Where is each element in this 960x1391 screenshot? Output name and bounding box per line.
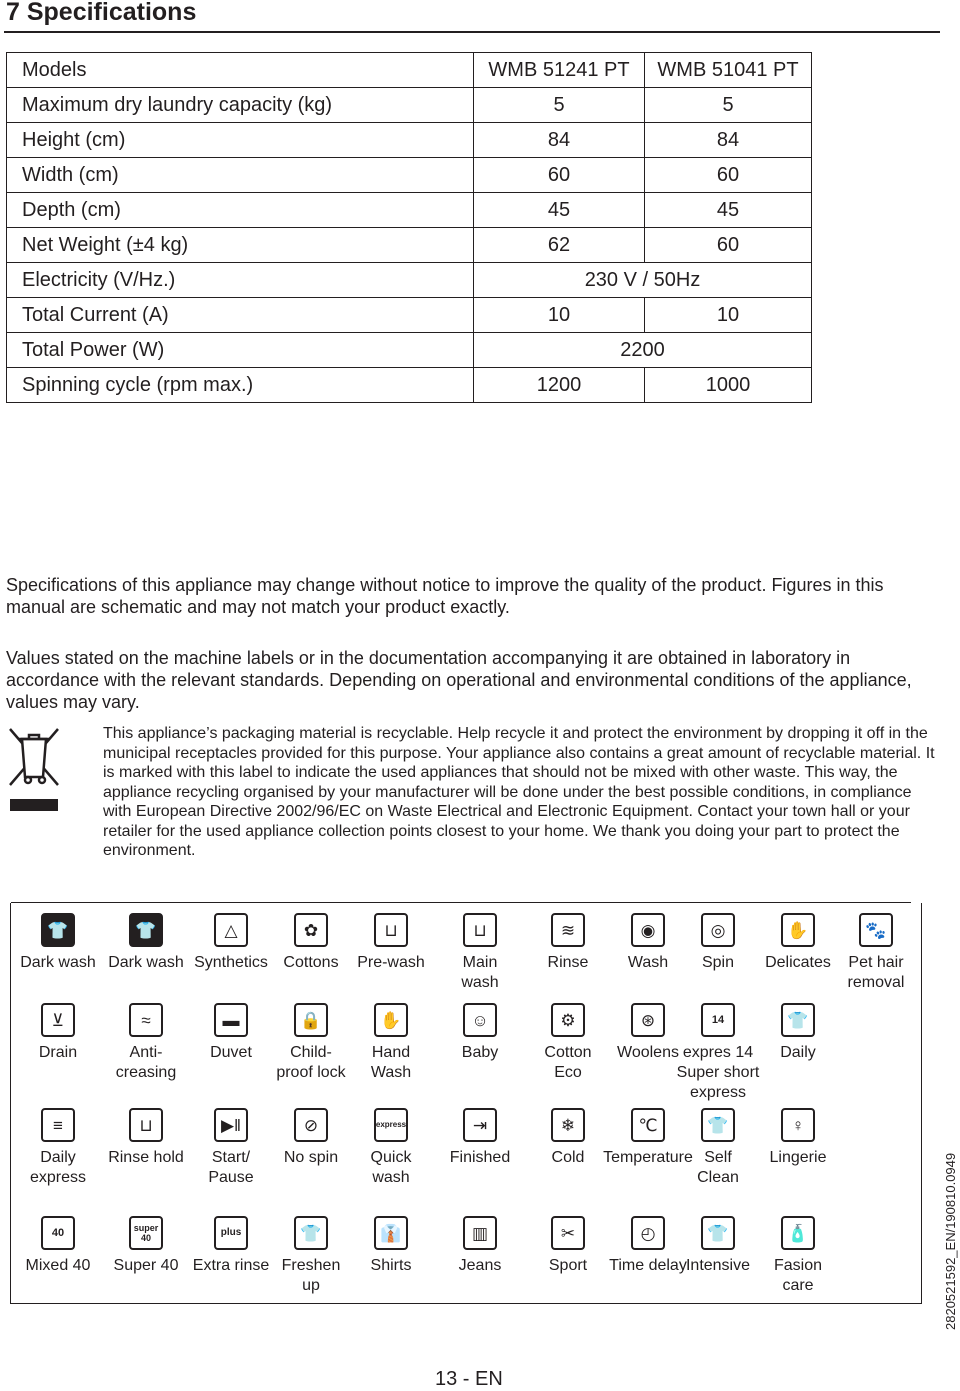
symbol-item <box>346 1108 436 1188</box>
title-rule <box>4 31 940 33</box>
symbol-label: Baby <box>461 1044 499 1061</box>
spec-value-model-2: 5 <box>645 88 812 123</box>
symbol-item <box>266 913 356 973</box>
symbol-item <box>673 1216 763 1276</box>
spec-value-model-1: 45 <box>474 193 645 228</box>
specification-notice: Specifications of this appliance may change without notice to improve the quality of the product. Figures in this manual are schematic and may not match your product exactly. <box>6 575 884 617</box>
super-40-icon: super 40 <box>129 1216 163 1250</box>
spec-value-model-1: 60 <box>474 158 645 193</box>
symbol-label: Main wash <box>461 954 499 991</box>
symbol-label: Dark wash <box>108 954 184 971</box>
sport-icon: ✂ <box>551 1216 585 1250</box>
spec-value-model-1: 10 <box>474 298 645 333</box>
temperature-icon: ℃ <box>631 1108 665 1142</box>
symbol-label: Woolens <box>617 1044 679 1061</box>
cotton-eco-icon: ⚙ <box>551 1003 585 1037</box>
weee-crossed-bin-icon <box>8 727 60 813</box>
symbol-label: Freshen up <box>281 1257 341 1294</box>
symbol-label: Anti- creasing <box>115 1044 177 1081</box>
symbol-item <box>346 1216 436 1276</box>
symbol-item <box>753 1108 843 1168</box>
symbol-label: Daily express <box>29 1149 87 1186</box>
symbol-item <box>13 1108 103 1188</box>
start-pause-icon: ▶‖ <box>214 1108 248 1142</box>
spec-value-model-2: WMB 51041 PT <box>645 53 812 88</box>
symbol-label: Drain <box>38 1044 78 1061</box>
symbol-label: Finished <box>449 1149 511 1166</box>
spec-label: Width (cm) <box>7 158 474 193</box>
section-title: 7 Specifications <box>6 0 197 26</box>
symbol-label: Mixed 40 <box>25 1257 91 1274</box>
finished-icon: ⇥ <box>463 1108 497 1142</box>
fasion-care-icon: 🧴 <box>781 1216 815 1250</box>
spec-label: Net Weight (±4 kg) <box>7 228 474 263</box>
spec-value-model-1: 5 <box>474 88 645 123</box>
spec-label: Total Current (A) <box>7 298 474 333</box>
spec-value-model-2: 60 <box>645 228 812 263</box>
symbol-label: Rinse hold <box>108 1149 184 1166</box>
specifications-table <box>6 52 812 403</box>
dark-wash-icon: 👕 <box>41 913 75 947</box>
spec-value-model-1: 1200 <box>474 368 645 403</box>
symbol-item <box>186 1108 276 1188</box>
document-code: 2820521592_EN/190810.0949 <box>943 1152 958 1330</box>
spec-label: Total Power (W) <box>7 333 474 368</box>
weee-recycling-text: This appliance’s packaging material is recyclable. Help recycle it and protect the environment by dropping it off in the municipal receptacles provided for this purpose. Your appliance also contains a great amount of recyclable material. It is marked with this label to indicate the used appliances that should not be mixed with other waste. This way, the appliance recycling organised by your manufacturer will be done under the best possible conditions, in compliance with European Directive 2002/96/EC on Waste Electrical and Electronic Equipment. Contact your town hall or your retailer for the used appliance collection points closest to your home. We thank you doing your part to protect the environment. <box>103 725 935 859</box>
symbol-item <box>346 913 436 973</box>
spec-label: Spinning cycle (rpm max.) <box>7 368 474 403</box>
spec-row <box>7 333 812 368</box>
spec-label: Depth (cm) <box>7 193 474 228</box>
jeans-icon: ▥ <box>463 1216 497 1250</box>
spec-value-model-2: 1000 <box>645 368 812 403</box>
symbol-item <box>101 1108 191 1168</box>
symbol-label: Hand Wash <box>370 1044 412 1081</box>
intensive-icon: 👕 <box>701 1216 735 1250</box>
symbol-item <box>753 913 843 973</box>
symbol-item <box>13 1216 103 1276</box>
values-notice: Values stated on the machine labels or in the documentation accompanying it are obtained in laboratory in accordance with the relevant standards. Depending on operational and environmental conditions of the appliance, values may vary. <box>6 648 912 712</box>
spec-label: Models <box>7 53 474 88</box>
symbol-item <box>673 1108 763 1188</box>
symbol-item <box>101 1216 191 1276</box>
symbol-item <box>186 1003 276 1063</box>
symbol-label: Spin <box>701 954 735 971</box>
no-spin-icon: ⊘ <box>294 1108 328 1142</box>
dark-wash-alt-icon: 👕 <box>129 913 163 947</box>
delicates-icon: ✋ <box>781 913 815 947</box>
spec-label: Electricity (V/Hz.) <box>7 263 474 298</box>
symbol-label: Fasion care <box>773 1257 823 1294</box>
symbol-item <box>673 1003 763 1103</box>
symbol-label: Jeans <box>458 1257 502 1274</box>
spin-icon: ◎ <box>701 913 735 947</box>
symbol-label: Rinse <box>547 954 589 971</box>
symbol-item <box>186 1216 276 1276</box>
symbol-item <box>831 913 921 993</box>
symbol-label: Intensive <box>685 1257 751 1274</box>
spec-row <box>7 368 812 403</box>
symbol-item <box>753 1003 843 1063</box>
symbol-item <box>523 1003 613 1083</box>
spec-row <box>7 123 812 158</box>
duvet-icon: ▬ <box>214 1003 248 1037</box>
symbol-label: Pet hair removal <box>847 954 905 991</box>
self-clean-icon: 👕 <box>701 1108 735 1142</box>
symbol-label: Daily <box>780 1044 816 1061</box>
time-delay-icon: ◴ <box>631 1216 665 1250</box>
rinse-icon: ≋ <box>551 913 585 947</box>
symbol-label: Dark wash <box>20 954 96 971</box>
cold-icon: ❄ <box>551 1108 585 1142</box>
child-lock-icon: 🔒 <box>294 1003 328 1037</box>
symbol-label: Lingerie <box>769 1149 827 1166</box>
symbol-label: Start/ Pause <box>208 1149 254 1186</box>
symbol-label: Quick wash <box>370 1149 412 1186</box>
spec-value-shared: 230 V / 50Hz <box>474 263 812 298</box>
symbol-item <box>435 1003 525 1063</box>
symbol-label: Duvet <box>210 1044 252 1061</box>
spec-value-model-1: 84 <box>474 123 645 158</box>
symbol-item <box>435 913 525 993</box>
symbol-label: No spin <box>283 1149 339 1166</box>
daily-icon: 👕 <box>781 1003 815 1037</box>
symbol-item <box>753 1216 843 1296</box>
symbol-label: Cottons <box>283 954 339 971</box>
symbol-item <box>435 1108 525 1168</box>
express-14-icon: 14 <box>701 1003 735 1037</box>
spec-value-model-1: 62 <box>474 228 645 263</box>
spec-label: Height (cm) <box>7 123 474 158</box>
shirts-icon: 👔 <box>374 1216 408 1250</box>
wash-icon: ◉ <box>631 913 665 947</box>
symbol-item <box>266 1108 356 1168</box>
symbol-item <box>523 913 613 973</box>
spec-value-model-1: WMB 51241 PT <box>474 53 645 88</box>
symbol-label: Synthetics <box>194 954 268 971</box>
hand-wash-icon: ✋ <box>374 1003 408 1037</box>
daily-express-icon: ≡ <box>41 1108 75 1142</box>
symbol-label: Wash <box>627 954 669 971</box>
symbol-label: Cold <box>551 1149 585 1166</box>
anti-creasing-icon: ≈ <box>129 1003 163 1037</box>
quick-wash-icon: express <box>374 1108 408 1142</box>
lingerie-icon: ♀ <box>781 1108 815 1142</box>
pre-wash-icon: ⊔ <box>374 913 408 947</box>
extra-rinse-icon: plus <box>214 1216 248 1250</box>
symbol-item <box>101 913 191 973</box>
symbol-item <box>523 1108 613 1168</box>
rinse-hold-icon: ⊔ <box>129 1108 163 1142</box>
program-symbols-legend <box>10 903 922 1304</box>
spec-value-model-2: 60 <box>645 158 812 193</box>
cottons-icon: ✿ <box>294 913 328 947</box>
spec-row <box>7 88 812 123</box>
symbol-label: Extra rinse <box>192 1257 270 1274</box>
spec-row <box>7 298 812 333</box>
spec-row <box>7 228 812 263</box>
spec-value-shared: 2200 <box>474 333 812 368</box>
symbol-label: Pre-wash <box>357 954 425 971</box>
symbol-label: Delicates <box>765 954 831 971</box>
spec-row <box>7 193 812 228</box>
symbol-label: Super 40 <box>113 1257 179 1274</box>
spec-value-model-2: 84 <box>645 123 812 158</box>
symbol-label: Child- proof lock <box>276 1044 346 1081</box>
symbol-item <box>13 1003 103 1063</box>
symbol-label: expres 14 Super short express <box>676 1044 760 1101</box>
symbol-item <box>523 1216 613 1276</box>
spec-row <box>7 158 812 193</box>
spec-value-model-2: 10 <box>645 298 812 333</box>
main-wash-icon: ⊔ <box>463 913 497 947</box>
symbol-item <box>186 913 276 973</box>
symbol-label: Time delay <box>609 1257 687 1274</box>
pet-hair-removal-icon: 🐾 <box>859 913 893 947</box>
symbol-item <box>673 913 763 973</box>
symbol-item <box>13 913 103 973</box>
symbol-item <box>266 1003 356 1083</box>
symbol-item <box>266 1216 356 1296</box>
spec-row <box>7 53 812 88</box>
symbol-label: Shirts <box>370 1257 412 1274</box>
symbol-label: Cotton Eco <box>544 1044 592 1081</box>
symbol-label: Sport <box>548 1257 588 1274</box>
mixed-40-icon: 40 <box>41 1216 75 1250</box>
baby-icon: ☺ <box>463 1003 497 1037</box>
freshen-up-icon: 👕 <box>294 1216 328 1250</box>
symbol-item <box>101 1003 191 1083</box>
symbol-item <box>346 1003 436 1083</box>
symbol-label: Self Clean <box>697 1149 739 1186</box>
spec-value-model-2: 45 <box>645 193 812 228</box>
spec-label: Maximum dry laundry capacity (kg) <box>7 88 474 123</box>
page-number: 13 - EN <box>435 1368 503 1390</box>
synthetics-icon: △ <box>214 913 248 947</box>
drain-icon: ⊻ <box>41 1003 75 1037</box>
woolens-icon: ⊛ <box>631 1003 665 1037</box>
symbol-label: Temperature <box>603 1149 693 1166</box>
symbol-item <box>435 1216 525 1276</box>
spec-row <box>7 263 812 298</box>
